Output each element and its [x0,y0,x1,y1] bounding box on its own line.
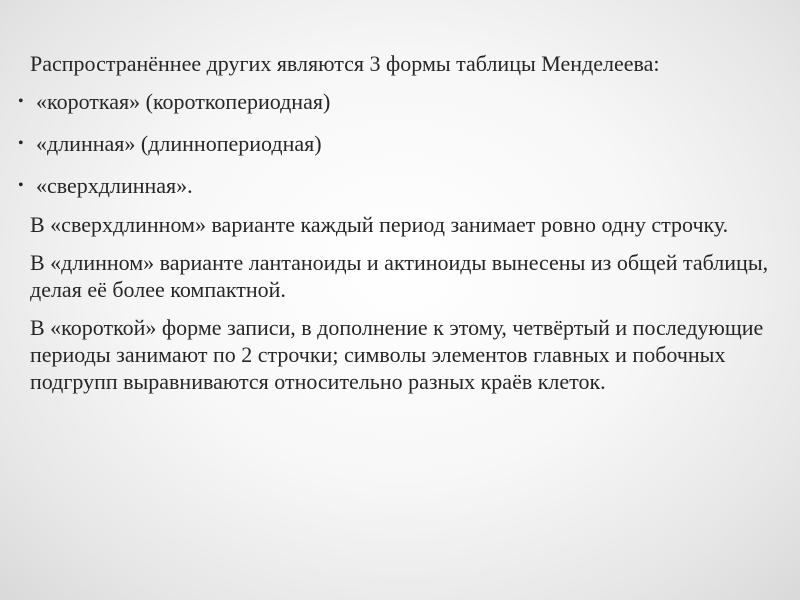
intro-text: Распространённее других являются 3 формы таблицы Менделеева: [30,51,660,76]
bullet-item [0,172,800,199]
bullet-text: «длинная» (длиннопериодная) [36,131,322,156]
paragraph-long: В «длинном» варианте лантаноиды и актиноиды вынесены из общей таблицы, делая её более компактной. [30,250,769,302]
bullet-list [0,88,800,199]
paragraph-short: В «короткой» форме записи, в дополнение к этому, четвёртый и последующие периоды занимают по 2 строчки; символы элементов главных и побочных подгрупп выравниваются относительно разных краёв клеток. [30,315,764,394]
bullet-dot-icon: • [18,177,24,194]
paragraph-superlong: В «сверхдлинном» варианте каждый период занимает ровно одну строчку. [30,212,729,237]
bullet-text: «сверхдлинная». [36,173,193,198]
bullet-item [0,88,800,115]
bullet-item [0,130,800,157]
bullet-dot-icon: • [18,93,24,110]
bullet-text: «короткая» (короткопериодная) [36,89,331,114]
slide-content [0,50,800,406]
bullet-dot-icon: • [18,135,24,152]
